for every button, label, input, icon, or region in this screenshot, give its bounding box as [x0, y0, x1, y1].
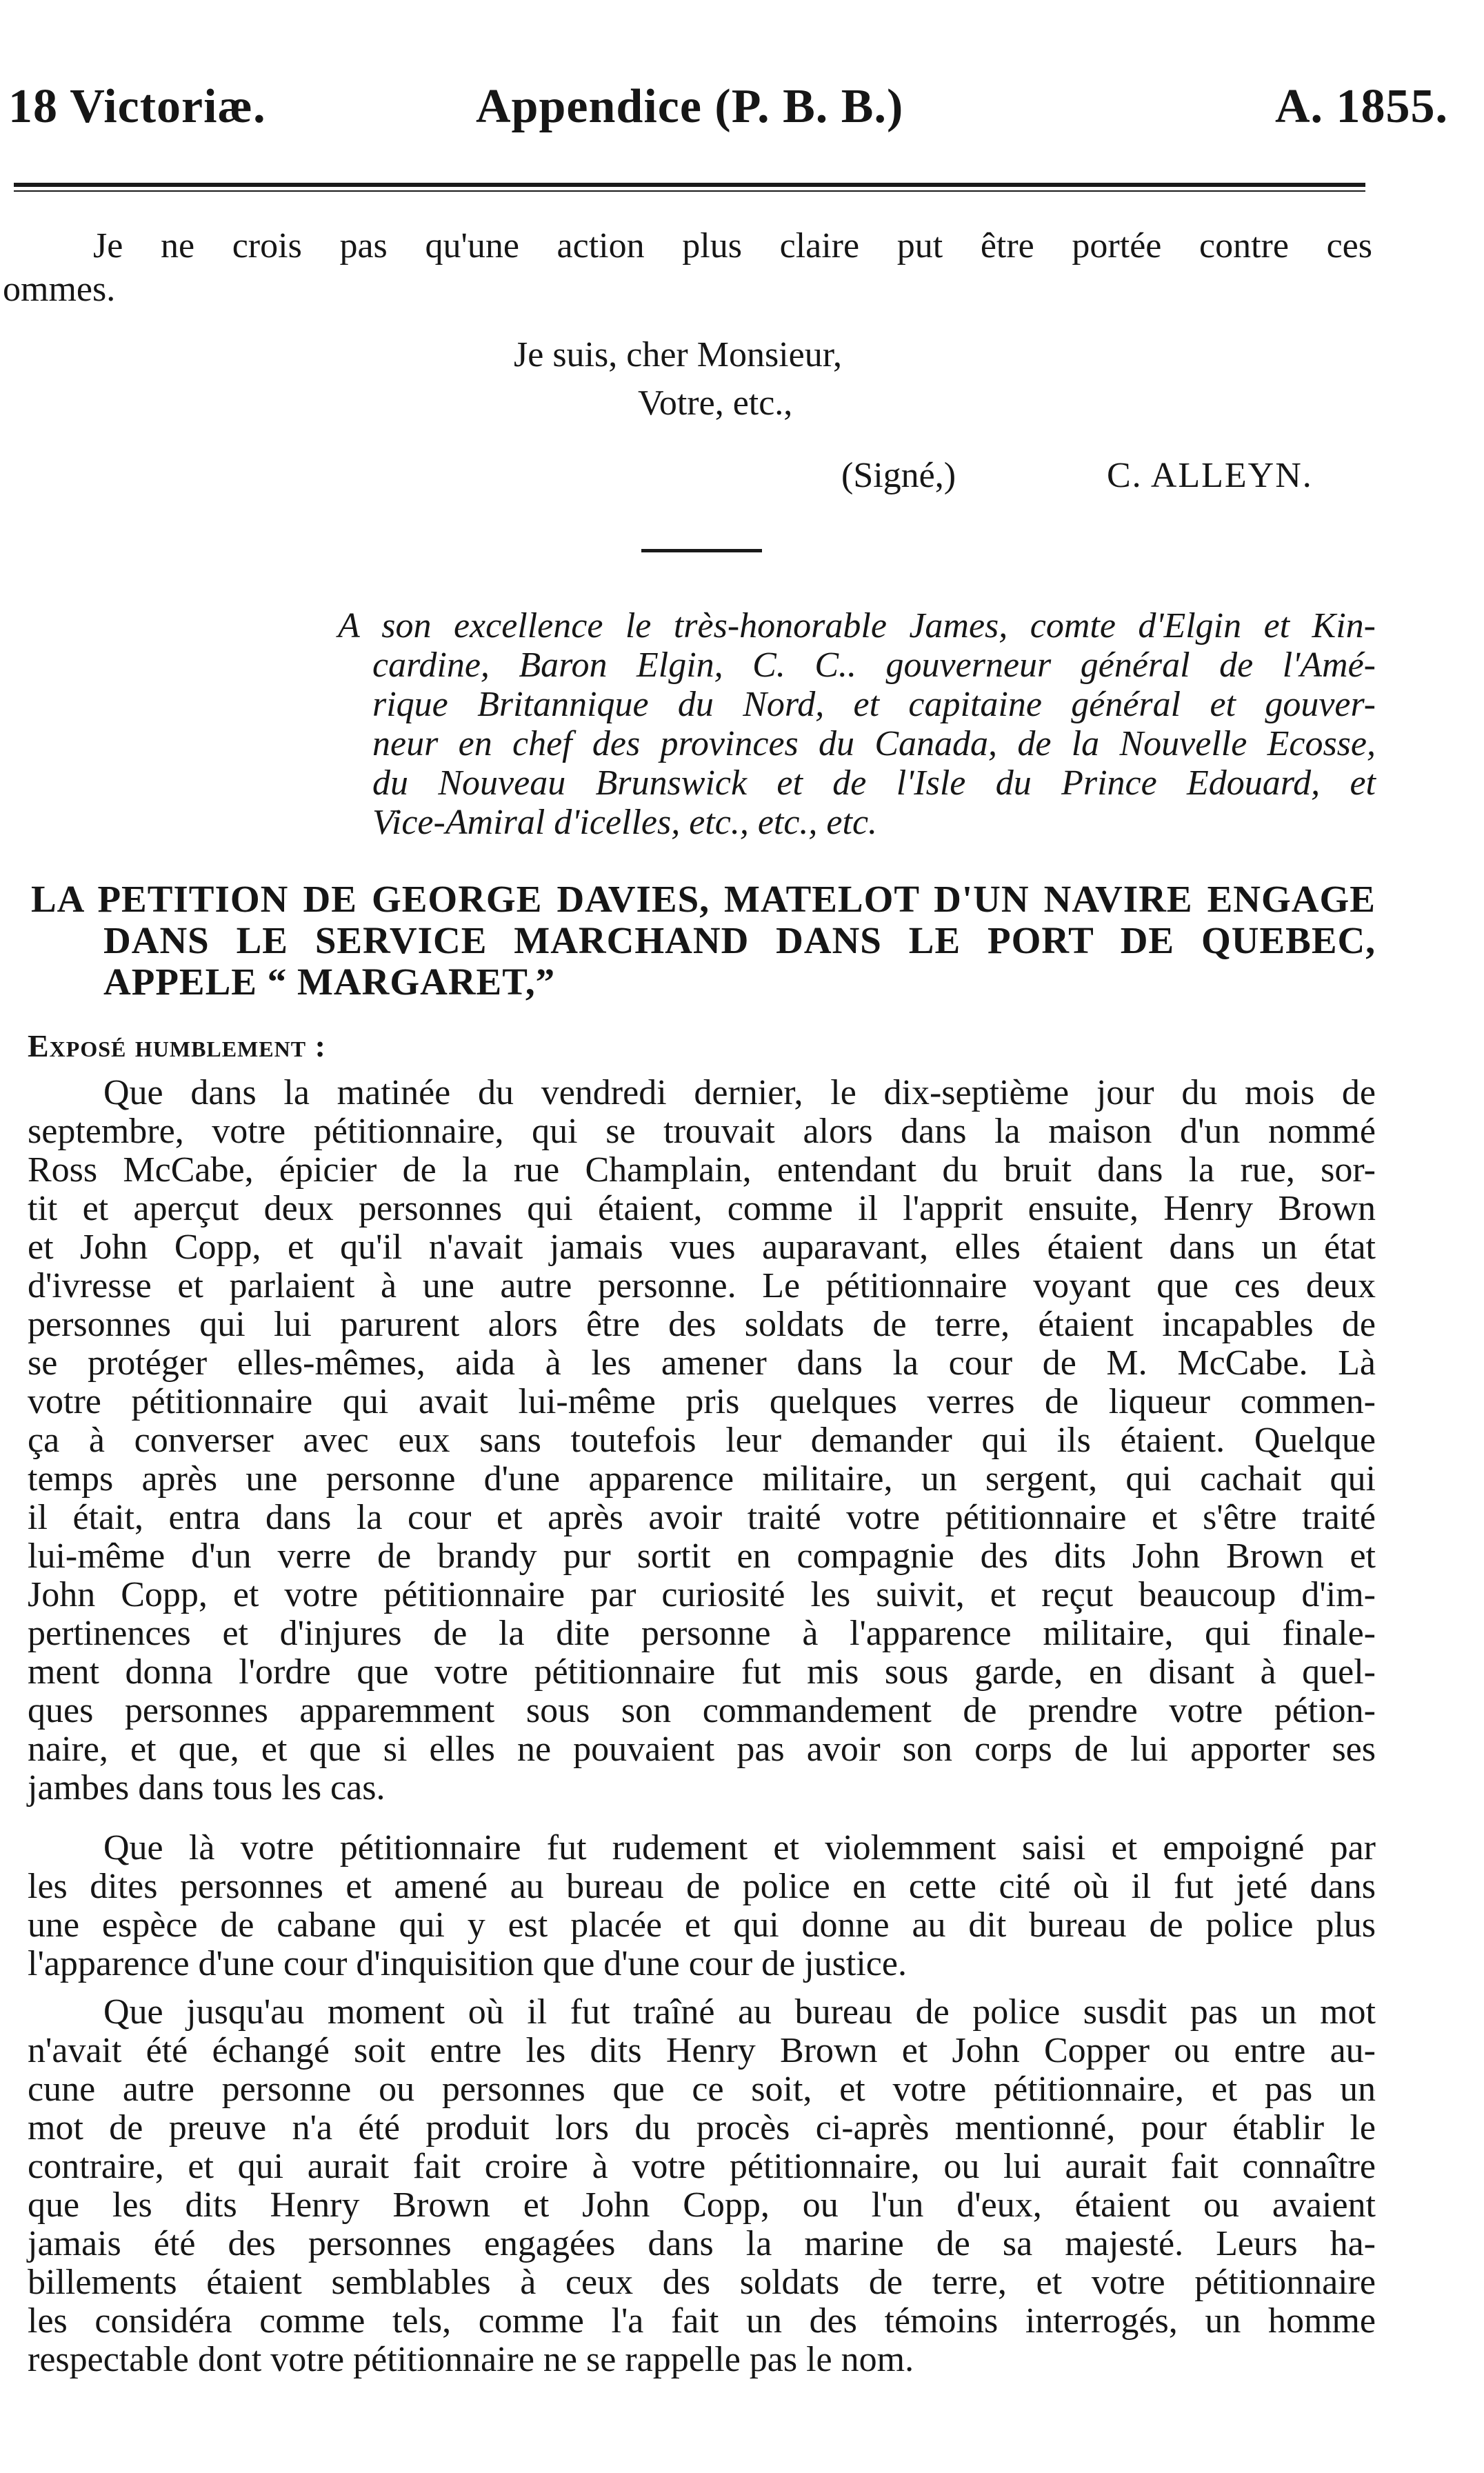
paragraph-line: lui-même d'un verre de brandy pur sortit en compagnie des dits John Brown et — [28, 1536, 1376, 1576]
paragraph-line: John Copp, et votre pétitionnaire par curiosité les suivit, et reçut beaucoup d'im- — [28, 1575, 1376, 1614]
paragraph-line: d'ivresse et parlaient à une autre personne. Le pétitionnaire voyant que ces deux — [28, 1266, 1376, 1305]
paragraph-line: septembre, votre pétitionnaire, qui se trouvait alors dans la maison d'un nommé — [28, 1112, 1376, 1151]
paragraph-line: temps après une personne d'une apparence militaire, un sergent, qui cachait qui — [28, 1459, 1376, 1499]
paragraph-line: une espèce de cabane qui y est placée et qui donne au dit bureau de police plus — [28, 1905, 1376, 1945]
paragraph-line: l'apparence d'une cour d'inquisition que d'une cour de justice. — [28, 1944, 907, 1983]
address-block — [0, 605, 1376, 840]
paragraph-line: se protéger elles-mêmes, aida à les amener dans la cour de M. McCabe. Là — [28, 1343, 1376, 1383]
paragraph-line: naire, et que, et que si elles ne pouvaient pas avoir son corps de lui apporter ses — [28, 1730, 1376, 1769]
paragraph-line: contraire, et qui aurait fait croire à votre pétitionnaire, ou lui aurait fait connaître — [28, 2147, 1376, 2186]
petition-title — [0, 877, 1376, 1008]
paragraph-line: ment donna l'ordre que votre pétitionnaire fut mis sous garde, en disant à quel- — [28, 1652, 1376, 1692]
paragraph-line: les considéra comme tels, comme l'a fait un des témoins interrogés, un homme — [28, 2301, 1376, 2341]
opening-block — [0, 226, 1372, 308]
opening-line: Je ne crois pas qu'une action plus claire put être portée contre ces — [93, 226, 1372, 266]
header-rule-thin — [14, 190, 1365, 192]
paragraph-line: cune autre personne ou personnes que ce soit, et votre pétitionnaire, et pas un — [28, 2070, 1376, 2109]
petition-title-line: DANS LE SERVICE MARCHAND DANS LE PORT DE QUEBEC, — [103, 919, 1376, 961]
paragraph-1 — [0, 1072, 1376, 1831]
paragraph-line: Ross McCabe, épicier de la rue Champlain, entendant du bruit dans la rue, sor- — [28, 1150, 1376, 1190]
paragraph-line: jambes dans tous les cas. — [28, 1768, 385, 1808]
paragraph-line: que les dits Henry Brown et John Copp, ou l'un d'eux, étaient ou avaient — [28, 2185, 1376, 2225]
address-line: A son excellence le très-honorable James, comte d'Elgin et Kin- — [338, 606, 1376, 645]
paragraph-line: personnes qui lui parurent alors être des soldats de terre, étaient incapables de — [28, 1305, 1376, 1344]
paragraph-line: Que dans la matinée du vendredi dernier, le dix-septième jour du mois de — [103, 1073, 1376, 1112]
address-line: neur en chef des provinces du Canada, de la Nouvelle Ecosse, — [372, 724, 1376, 763]
paragraph-line: jamais été des personnes engagées dans la marine de sa majesté. Leurs ha- — [28, 2224, 1376, 2263]
paragraph-line: Que là votre pétitionnaire fut rudement et violemment saisi et empoigné par — [103, 1828, 1376, 1868]
address-line: cardine, Baron Elgin, C. C.. gouverneur général de l'Amé- — [372, 645, 1376, 685]
paragraph-line: n'avait été échangé soit entre les dits Henry Brown et John Copper ou entre au- — [28, 2031, 1376, 2070]
signature: C. ALLEYN. — [1107, 456, 1313, 495]
paragraph-3 — [0, 1992, 1376, 2392]
header-year: A. 1855. — [1274, 80, 1448, 133]
address-line: rique Britannique du Nord, et capitaine général et gouver- — [372, 685, 1376, 724]
paragraph-line: pertinences et d'injures de la dite personne à l'apparence militaire, qui finale- — [28, 1614, 1376, 1653]
closing-salutation: Je suis, cher Monsieur, — [514, 335, 842, 374]
paragraph-line: Que jusqu'au moment où il fut traîné au bureau de police susdit pas un mot — [103, 1992, 1376, 2032]
paragraph-line: ça à converser avec eux sans toutefois leur demander qui ils étaient. Quelque — [28, 1421, 1376, 1460]
section-divider — [641, 549, 762, 552]
petition-title-line: LA PETITION DE GEORGE DAVIES, MATELOT D'UN NAVIRE ENGAGE — [31, 878, 1376, 920]
expose-heading: Exposé humblement : — [28, 1028, 326, 1063]
header-title: Appendice (P. B. B.) — [476, 80, 904, 133]
opening-line: ommes. — [3, 270, 116, 309]
paragraph-line: tit et aperçut deux personnes qui étaient, comme il l'apprit ensuite, Henry Brown — [28, 1189, 1376, 1228]
paragraph-line: et John Copp, et qu'il n'avait jamais vues auparavant, elles étaient dans un état — [28, 1228, 1376, 1267]
paragraph-line: respectable dont votre pétitionnaire ne se rappelle pas le nom. — [28, 2340, 914, 2379]
petition-title-line: APPELE “ MARGARET,” — [103, 961, 556, 1003]
paragraph-line: billements étaient semblables à ceux des soldats de terre, et votre pétitionnaire — [28, 2263, 1376, 2302]
header-volume: 18 Victoriæ. — [8, 80, 266, 133]
paragraph-line: votre pétitionnaire qui avait lui-même pris quelques verres de liqueur commen- — [28, 1382, 1376, 1421]
closing-votre: Votre, etc., — [638, 383, 793, 423]
paragraph-line: les dites personnes et amené au bureau de police en cette cité où il fut jeté dans — [28, 1867, 1376, 1906]
address-line: Vice-Amiral d'icelles, etc., etc., etc. — [372, 803, 878, 842]
closing-signe: (Signé,) — [841, 456, 956, 495]
address-line: du Nouveau Brunswick et de l'Isle du Prince Edouard, et — [372, 763, 1376, 803]
header-rule-thick — [14, 183, 1365, 187]
paragraph-2 — [0, 1828, 1376, 1993]
paragraph-line: ques personnes apparemment sous son commandement de prendre votre pétion- — [28, 1691, 1376, 1730]
paragraph-line: mot de preuve n'a été produit lors du procès ci-après mentionné, pour établir le — [28, 2108, 1376, 2147]
paragraph-line: il était, entra dans la cour et après avoir traité votre pétitionnaire et s'être traité — [28, 1498, 1376, 1537]
